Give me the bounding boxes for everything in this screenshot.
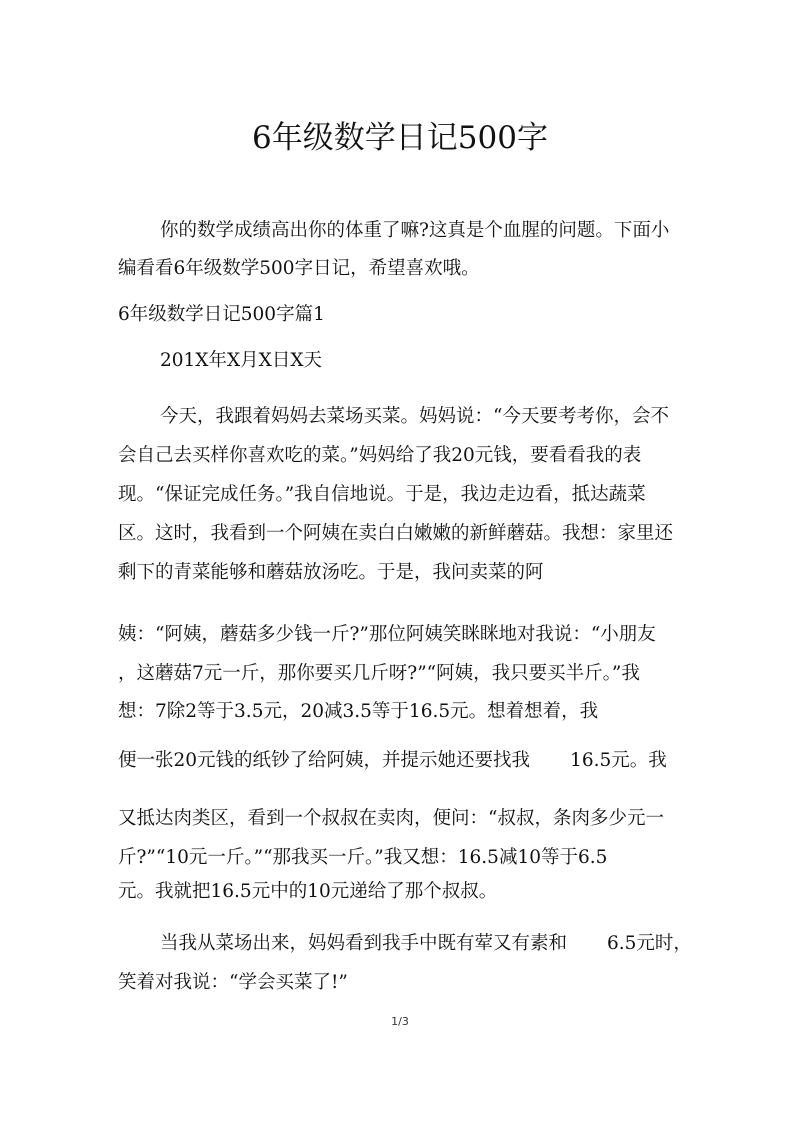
para5-line-1 [160,931,730,957]
para4-line-2: 斤?”“10元一斤。”“那我买一斤。”我又想：16.5减10等于6.5 [118,847,608,868]
intro-line-2: 编看看6年级数学500字日记，希望喜欢哦。 [118,258,480,279]
para5-line-2: 笑着对我说：“学会买菜了!” [118,972,348,993]
document-title: 6年级数学日记500字 [252,120,548,156]
para1-line-1: 今天，我跟着妈妈去菜场买菜。妈妈说：“今天要考考你，会不 [160,406,669,427]
page-number: 1/3 [391,1015,409,1028]
para4-line-1: 又抵达肉类区，看到一个叔叔在卖肉，便问：“叔叔，条肉多少元一 [118,808,664,829]
date-line: 201X年X月X日X天 [160,350,322,371]
para3-line [118,748,688,774]
para2-line-3: 想：7除2等于3.5元，20减3.5等于16.5元。想着想着，我 [118,701,599,722]
para3-text-a: 便一张20元钱的纸钞了给阿姨，并提示她还要找我 [118,750,531,771]
para1-line-2: 会自己去买样你喜欢吃的菜。”妈妈给了我20元钱，要看看我的表 [118,445,642,466]
para2-line-2: ，这蘑菇7元一斤，那你要买几斤呀?”“阿姨，我只要买半斤。”我 [118,663,640,684]
section-heading: 6年级数学日记500字篇1 [118,304,325,325]
para3-text-b: 16.5元。我 [570,750,667,771]
para1-line-3: 现。“保证完成任务。”我自信地说。于是，我边走边看，抵达蔬菜 [118,484,646,505]
para5-text-b: 6.5元时， [607,933,692,954]
intro-line-1: 你的数学成绩高出你的体重了嘛?这真是个血腥的问题。下面小 [160,220,670,241]
para1-line-5: 剩下的青菜能够和蘑菇放汤吃。于是，我问卖菜的阿 [118,562,544,583]
para2-line-1: 姨：“阿姨，蘑菇多少钱一斤?”那位阿姨笑眯眯地对我说：“小朋友 [118,624,656,645]
para4-line-3: 元。我就把16.5元中的10元递给了那个叔叔。 [118,881,498,902]
para1-line-4: 区。这时，我看到一个阿姨在卖白白嫩嫩的新鲜蘑菇。我想：家里还 [118,523,674,544]
para5-text-a: 当我从菜场出来，妈妈看到我手中既有荤又有素和 [160,933,568,954]
